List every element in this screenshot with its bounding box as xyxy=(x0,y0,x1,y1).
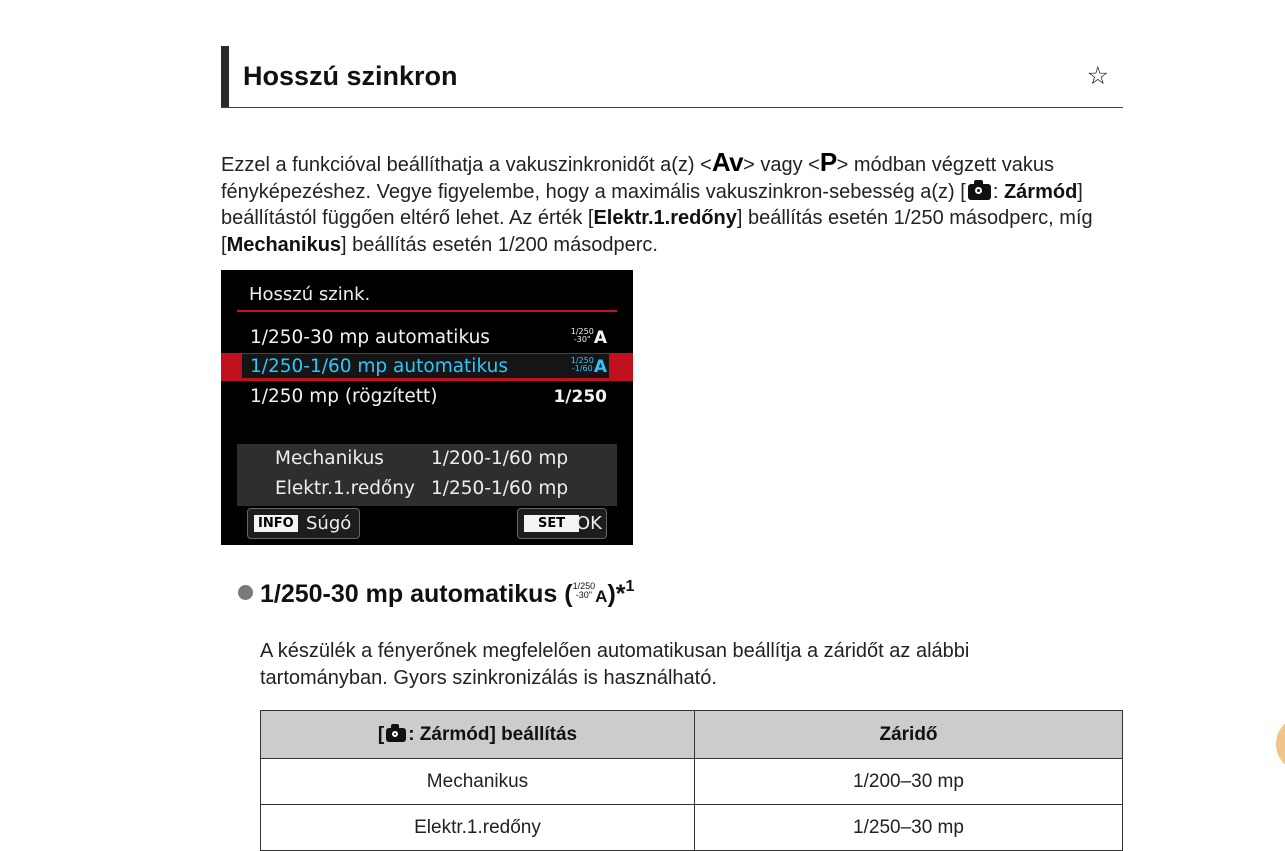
shutter-info-box xyxy=(237,444,617,506)
side-tab-handle[interactable] xyxy=(1276,716,1285,772)
electronic-shutter-label: Elektr.1.redőny xyxy=(593,207,737,229)
column-header-shutter-mode: [ : Zármód] beállítás xyxy=(261,711,695,759)
section-heading: 1/250-30 mp automatikus ( 1/250 -30" A)*$^1$ xyxy=(238,578,634,609)
info-tag: INFO xyxy=(254,515,298,532)
menu-item-fixed[interactable] xyxy=(221,383,633,411)
menu-item-auto-30[interactable] xyxy=(221,324,633,352)
info-row-mechanical: Mechanikus 1/200-1/60 mp xyxy=(275,448,569,469)
info-row-electronic: Elektr.1.redőny 1/250-1/60 mp xyxy=(275,478,569,499)
menu-item-label: 1/250 mp (rögzített) xyxy=(250,386,438,407)
favorite-star-icon[interactable]: ☆ xyxy=(1086,62,1109,90)
camera-icon xyxy=(386,728,406,742)
auto-60-icon: 1/250 -1/60 A xyxy=(570,356,607,377)
auto-30-icon: 1/250 -30" xyxy=(572,581,596,600)
bullet-icon xyxy=(238,585,253,600)
menu-item-label: 1/250-1/60 mp automatikus xyxy=(250,356,508,377)
table-cell-mode: Mechanikus xyxy=(261,759,695,805)
menu-item-label: 1/250-30 mp automatikus xyxy=(250,327,490,348)
section-header xyxy=(221,46,1123,108)
help-label: Súgó xyxy=(306,513,352,534)
table-header-row xyxy=(261,711,1123,759)
column-header-speed: Záridő xyxy=(695,711,1123,759)
page-title: Hosszú szinkron xyxy=(243,61,458,91)
table-row xyxy=(261,759,1123,805)
camera-icon xyxy=(968,184,991,200)
footnote-marker: 1 xyxy=(625,578,635,595)
ok-label: OK xyxy=(576,513,602,534)
menu-item-auto-60-selected[interactable] xyxy=(221,353,633,381)
auto-30-icon: 1/250 -30" A xyxy=(570,327,607,348)
mechanical-shutter-label: Mechanikus xyxy=(226,233,342,256)
fixed-speed-value: 1/250 xyxy=(553,387,607,407)
header-accent-bar xyxy=(221,46,229,107)
table-row xyxy=(261,805,1123,851)
set-tag: SET xyxy=(524,515,579,532)
shutter-speed-table xyxy=(260,710,1123,851)
camera-menu-screenshot xyxy=(221,270,633,545)
av-mode-icon: Av xyxy=(711,147,744,177)
p-mode-icon: P xyxy=(819,147,837,177)
title-divider xyxy=(237,310,617,312)
table-cell-speed: 1/250–30 mp xyxy=(695,805,1123,851)
table-cell-mode: Elektr.1.redőny xyxy=(261,805,695,851)
intro-paragraph: Ezzel a funkcióval beállíthatja a vakuszinkronidőt a(z) <Av> vagy <P> módban végzett vakus fényképezéshez. Vegye figyelembe, hogy a maximális vakuszinkron-sebesség a(z) [ : Zármód] beállítástól függően eltérő lehet. Az érték [Elektr.1.redőny] beállítás esetén 1/250 másodperc, míg [Mechanikus] beállítás esetén 1/200 másodperc. xyxy=(221,147,1093,256)
table-cell-speed: 1/200–30 mp xyxy=(695,759,1123,805)
menu-title: Hosszú szink. xyxy=(249,284,371,305)
set-ok-button[interactable] xyxy=(517,508,607,539)
info-help-button[interactable] xyxy=(247,508,360,539)
shutter-mode-setting: Zármód xyxy=(1003,180,1078,203)
section-paragraph: A készülék a fényerőnek megfelelően automatikusan beállítja a záridőt az alábbi tartományban. Gyors szinkronizálás is használható. xyxy=(260,640,970,689)
